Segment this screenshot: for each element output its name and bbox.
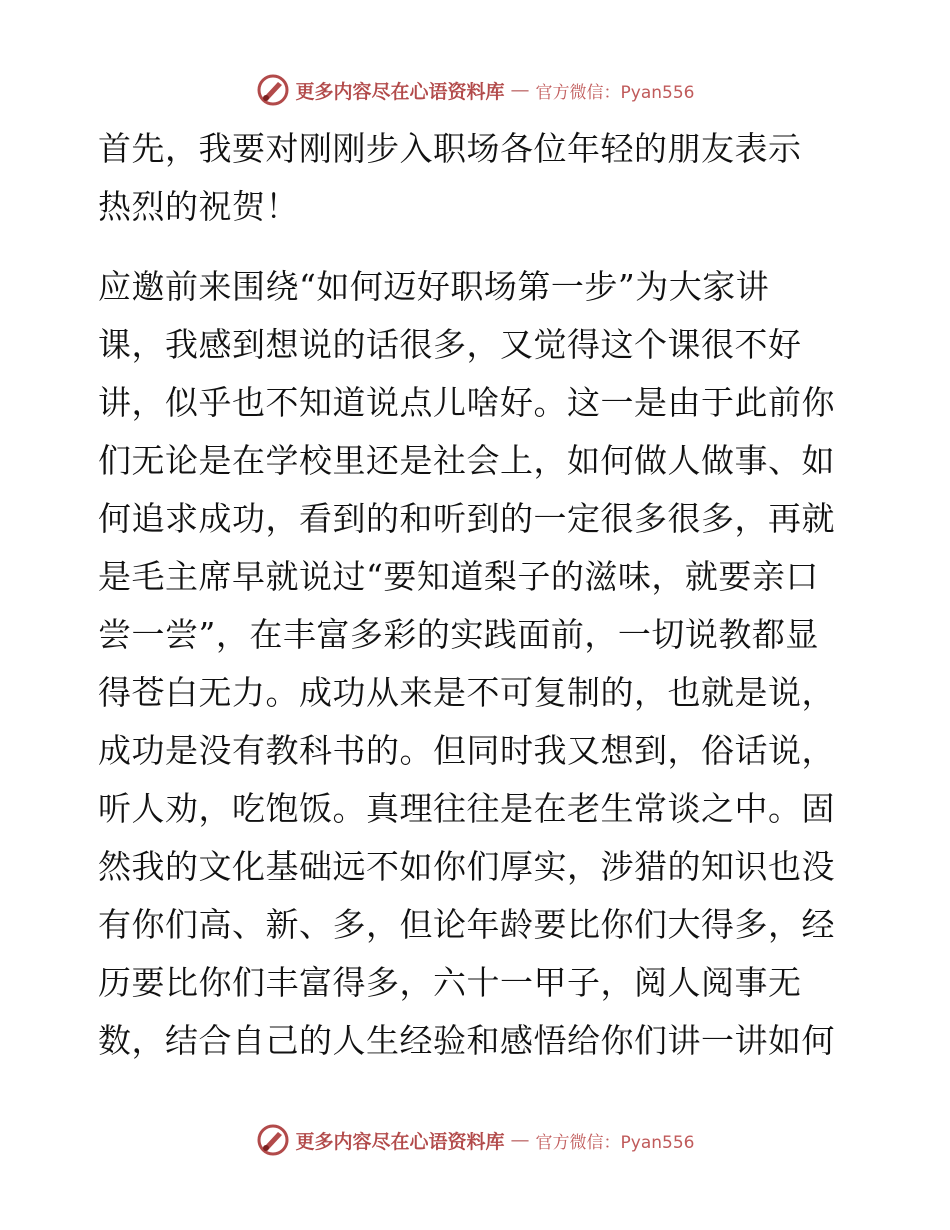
text-line: 们无论是在学校里还是社会上，如何做人做事、如 — [98, 441, 835, 480]
banner-wechat-text: 官方微信：Pyan556 — [535, 1132, 695, 1153]
text-line: 热烈的祝贺！ — [98, 187, 299, 226]
text-line: 讲，似乎也不知道说点儿啥好。这一是由于此前你 — [98, 383, 835, 422]
paragraph — [98, 258, 850, 1070]
document-body — [98, 120, 850, 1070]
text-line: 得苍白无力。成功从来是不可复制的，也就是说， — [98, 673, 835, 712]
brush-logo-icon — [256, 1123, 290, 1157]
text-line: 首先，我要对刚刚步入职场各位年轻的朋友表示 — [98, 129, 802, 168]
text-line: 然我的文化基础远不如你们厚实，涉猎的知识也没 — [98, 847, 835, 886]
header-banner — [0, 70, 950, 110]
text-line: 听人劝，吃饱饭。真理往往是在老生常谈之中。固 — [98, 789, 835, 828]
brush-logo-icon — [256, 73, 290, 107]
text-line: 应邀前来围绕“如何迈好职场第一步”为大家讲 — [98, 267, 770, 306]
text-line: 尝一尝”，在丰富多彩的实践面前，一切说教都显 — [98, 615, 819, 654]
banner-site-text: 更多内容尽在心语资料库 — [295, 1130, 505, 1153]
text-line: 历要比你们丰富得多，六十一甲子，阅人阅事无 — [98, 963, 802, 1002]
paragraph — [98, 120, 850, 236]
banner-dash: — — [510, 79, 530, 101]
text-line: 有你们高、新、多，但论年龄要比你们大得多，经 — [98, 905, 835, 944]
text-line: 课，我感到想说的话很多，又觉得这个课很不好 — [98, 325, 802, 364]
text-line: 何追求成功，看到的和听到的一定很多很多，再就 — [98, 499, 835, 538]
text-line: 数，结合自己的人生经验和感悟给你们讲一讲如何 — [98, 1021, 835, 1060]
banner-dash: — — [510, 1129, 530, 1151]
footer-banner — [0, 1120, 950, 1160]
text-line: 是毛主席早就说过“要知道梨子的滋味，就要亲口 — [98, 557, 819, 596]
banner-site-text: 更多内容尽在心语资料库 — [295, 80, 505, 103]
text-line: 成功是没有教科书的。但同时我又想到，俗话说， — [98, 731, 835, 770]
banner-wechat-text: 官方微信：Pyan556 — [535, 82, 695, 103]
